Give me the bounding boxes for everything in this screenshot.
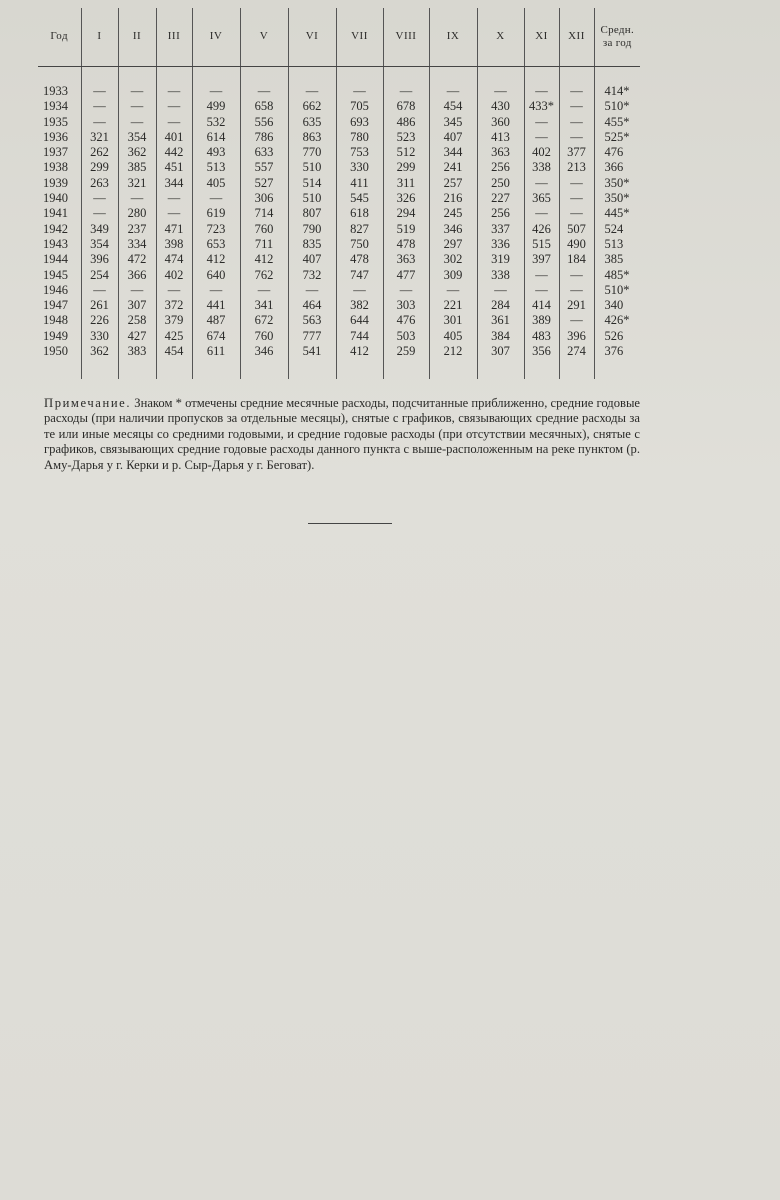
monthly-value-cell: 385: [118, 160, 156, 175]
monthly-value-cell: —: [240, 283, 288, 298]
monthly-value-cell: 433*: [524, 99, 559, 114]
monthly-value-cell: 762: [240, 268, 288, 283]
monthly-value-cell: 237: [118, 222, 156, 237]
table-row: [38, 130, 640, 145]
discharge-table: [38, 8, 640, 379]
year-cell: 1945: [43, 267, 68, 282]
monthly-value-cell: 472: [118, 252, 156, 267]
monthly-value-cell: 354: [81, 237, 118, 252]
monthly-value-cell: —: [383, 84, 429, 99]
monthly-value-cell: 299: [383, 160, 429, 175]
monthly-value-cell: 732: [288, 268, 336, 283]
monthly-value-cell: 402: [156, 268, 192, 283]
monthly-value-cell: 486: [383, 115, 429, 130]
monthly-value-cell: 633: [240, 145, 288, 160]
monthly-value-cell: —: [156, 115, 192, 130]
table-row: [38, 237, 640, 252]
monthly-value-cell: 284: [477, 298, 524, 313]
monthly-value-cell: —: [118, 283, 156, 298]
monthly-value-cell: 372: [156, 298, 192, 313]
monthly-value-cell: 309: [429, 268, 477, 283]
monthly-value-cell: 519: [383, 222, 429, 237]
monthly-value-cell: 311: [383, 176, 429, 191]
monthly-value-cell: —: [118, 191, 156, 206]
monthly-value-cell: 330: [81, 329, 118, 344]
table-spacer-row: [38, 67, 640, 85]
monthly-value-cell: 527: [240, 176, 288, 191]
monthly-value-cell: —: [81, 99, 118, 114]
monthly-value-cell: 556: [240, 115, 288, 130]
monthly-value-cell: —: [559, 130, 594, 145]
monthly-value-cell: 514: [288, 176, 336, 191]
monthly-value-cell: 863: [288, 130, 336, 145]
monthly-value-cell: —: [81, 115, 118, 130]
monthly-value-cell: 363: [477, 145, 524, 160]
monthly-value-cell: 674: [192, 329, 240, 344]
monthly-value-cell: 653: [192, 237, 240, 252]
table-row: [38, 283, 640, 298]
monthly-value-cell: 711: [240, 237, 288, 252]
monthly-value-cell: 441: [192, 298, 240, 313]
annual-average-cell: 445*: [594, 206, 640, 221]
monthly-value-cell: 226: [81, 313, 118, 328]
monthly-value-cell: 513: [192, 160, 240, 175]
monthly-value-cell: —: [524, 283, 559, 298]
monthly-value-cell: 396: [559, 329, 594, 344]
monthly-value-cell: 644: [336, 313, 383, 328]
monthly-value-cell: 618: [336, 206, 383, 221]
monthly-value-cell: —: [559, 99, 594, 114]
monthly-value-cell: —: [524, 84, 559, 99]
monthly-value-cell: 503: [383, 329, 429, 344]
monthly-value-cell: 263: [81, 176, 118, 191]
monthly-value-cell: 257: [429, 176, 477, 191]
monthly-value-cell: 259: [383, 344, 429, 359]
header-month-9: IX: [429, 8, 477, 67]
monthly-value-cell: 302: [429, 252, 477, 267]
monthly-value-cell: 427: [118, 329, 156, 344]
monthly-value-cell: —: [559, 268, 594, 283]
year-cell: 1935: [43, 114, 68, 129]
monthly-value-cell: 672: [240, 313, 288, 328]
monthly-value-cell: 261: [81, 298, 118, 313]
monthly-value-cell: 398: [156, 237, 192, 252]
monthly-value-cell: 477: [383, 268, 429, 283]
monthly-value-cell: 321: [118, 176, 156, 191]
monthly-value-cell: 254: [81, 268, 118, 283]
table-row: [38, 268, 640, 283]
monthly-value-cell: 693: [336, 115, 383, 130]
monthly-value-cell: —: [81, 206, 118, 221]
year-cell: 1939: [43, 175, 68, 190]
monthly-value-cell: 413: [477, 130, 524, 145]
monthly-value-cell: 760: [240, 329, 288, 344]
monthly-value-cell: 294: [383, 206, 429, 221]
header-month-11: XI: [524, 8, 559, 67]
monthly-value-cell: 280: [118, 206, 156, 221]
monthly-value-cell: 487: [192, 313, 240, 328]
annual-average-cell: 476: [594, 145, 640, 160]
monthly-value-cell: 780: [336, 130, 383, 145]
table-row: [38, 206, 640, 221]
monthly-value-cell: —: [288, 283, 336, 298]
table-row: [38, 191, 640, 206]
monthly-value-cell: 412: [336, 344, 383, 359]
end-rule: [308, 523, 392, 524]
table-row: [38, 176, 640, 191]
monthly-value-cell: 360: [477, 115, 524, 130]
monthly-value-cell: 507: [559, 222, 594, 237]
monthly-value-cell: 658: [240, 99, 288, 114]
annual-average-cell: 350*: [594, 176, 640, 191]
monthly-value-cell: 777: [288, 329, 336, 344]
monthly-value-cell: —: [559, 84, 594, 99]
monthly-value-cell: 384: [477, 329, 524, 344]
monthly-value-cell: 499: [192, 99, 240, 114]
monthly-value-cell: 510: [288, 160, 336, 175]
monthly-value-cell: 619: [192, 206, 240, 221]
monthly-value-cell: 493: [192, 145, 240, 160]
monthly-value-cell: —: [288, 84, 336, 99]
header-month-5: V: [240, 8, 288, 67]
monthly-value-cell: 361: [477, 313, 524, 328]
year-cell: 1943: [43, 236, 68, 251]
monthly-value-cell: —: [156, 206, 192, 221]
monthly-value-cell: 356: [524, 344, 559, 359]
monthly-value-cell: —: [477, 84, 524, 99]
monthly-value-cell: 411: [336, 176, 383, 191]
annual-average-cell: 426*: [594, 313, 640, 328]
monthly-value-cell: 541: [288, 344, 336, 359]
monthly-value-cell: 377: [559, 145, 594, 160]
monthly-value-cell: 344: [156, 176, 192, 191]
monthly-value-cell: —: [524, 130, 559, 145]
monthly-value-cell: —: [156, 191, 192, 206]
table-row: [38, 115, 640, 130]
monthly-value-cell: 474: [156, 252, 192, 267]
monthly-value-cell: 515: [524, 237, 559, 252]
monthly-value-cell: 362: [118, 145, 156, 160]
monthly-value-cell: 407: [288, 252, 336, 267]
monthly-value-cell: 338: [524, 160, 559, 175]
year-cell: 1940: [43, 191, 68, 206]
monthly-value-cell: 425: [156, 329, 192, 344]
monthly-value-cell: 635: [288, 115, 336, 130]
monthly-value-cell: 490: [559, 237, 594, 252]
monthly-value-cell: 330: [336, 160, 383, 175]
header-month-7: VII: [336, 8, 383, 67]
monthly-value-cell: —: [559, 206, 594, 221]
annual-average-cell: 340: [594, 298, 640, 313]
monthly-value-cell: 321: [81, 130, 118, 145]
monthly-value-cell: 241: [429, 160, 477, 175]
monthly-value-cell: 262: [81, 145, 118, 160]
monthly-value-cell: —: [81, 84, 118, 99]
monthly-value-cell: —: [559, 191, 594, 206]
monthly-value-cell: 221: [429, 298, 477, 313]
table-row: [38, 145, 640, 160]
monthly-value-cell: 744: [336, 329, 383, 344]
header-month-12: XII: [559, 8, 594, 67]
table-row: [38, 84, 640, 99]
monthly-value-cell: 401: [156, 130, 192, 145]
monthly-value-cell: 786: [240, 130, 288, 145]
monthly-value-cell: —: [559, 176, 594, 191]
monthly-value-cell: 405: [192, 176, 240, 191]
monthly-value-cell: 442: [156, 145, 192, 160]
monthly-value-cell: 714: [240, 206, 288, 221]
monthly-value-cell: 753: [336, 145, 383, 160]
monthly-value-cell: —: [559, 115, 594, 130]
monthly-value-cell: 216: [429, 191, 477, 206]
monthly-value-cell: 512: [383, 145, 429, 160]
monthly-value-cell: 723: [192, 222, 240, 237]
monthly-value-cell: —: [240, 84, 288, 99]
table-row: [38, 298, 640, 313]
monthly-value-cell: 363: [383, 252, 429, 267]
year-cell: 1938: [43, 160, 68, 175]
annual-average-cell: 376: [594, 344, 640, 359]
monthly-value-cell: 478: [383, 237, 429, 252]
monthly-value-cell: —: [192, 283, 240, 298]
annual-average-cell: 366: [594, 160, 640, 175]
monthly-value-cell: 640: [192, 268, 240, 283]
monthly-value-cell: 563: [288, 313, 336, 328]
monthly-value-cell: 297: [429, 237, 477, 252]
header-month-6: VI: [288, 8, 336, 67]
monthly-value-cell: 510: [288, 191, 336, 206]
monthly-value-cell: 545: [336, 191, 383, 206]
monthly-value-cell: —: [429, 84, 477, 99]
monthly-value-cell: 346: [240, 344, 288, 359]
monthly-value-cell: —: [336, 84, 383, 99]
monthly-value-cell: 770: [288, 145, 336, 160]
year-cell: 1936: [43, 129, 68, 144]
year-cell: 1948: [43, 313, 68, 328]
monthly-value-cell: 344: [429, 145, 477, 160]
annual-average-cell: 510*: [594, 99, 640, 114]
monthly-value-cell: 412: [240, 252, 288, 267]
monthly-value-cell: 760: [240, 222, 288, 237]
year-cell: 1941: [43, 206, 68, 221]
monthly-value-cell: 523: [383, 130, 429, 145]
table-row: [38, 252, 640, 267]
monthly-value-cell: 301: [429, 313, 477, 328]
monthly-value-cell: 412: [192, 252, 240, 267]
monthly-value-cell: —: [524, 206, 559, 221]
monthly-value-cell: 349: [81, 222, 118, 237]
monthly-value-cell: —: [81, 283, 118, 298]
header-month-10: X: [477, 8, 524, 67]
monthly-value-cell: —: [336, 283, 383, 298]
year-cell: 1949: [43, 328, 68, 343]
monthly-value-cell: 212: [429, 344, 477, 359]
monthly-value-cell: 336: [477, 237, 524, 252]
monthly-value-cell: 389: [524, 313, 559, 328]
monthly-value-cell: 383: [118, 344, 156, 359]
annual-average-cell: 510*: [594, 283, 640, 298]
footnote-text: Знаком * отмечены средние месячные расходы, подсчитанные приближенно, средние годовые расходы (при наличии пропусков за отдельные месяцы), снятые с графиков, связывающих средние расходы за те или иные месяцы со средними годовыми, и средние годовые расходы (при отсутствии месячных), снятые с графиков, связывающих средние годовые расходы данного пункта с выше-расположенным на реке пунктом (р. Аму-Дарья у г. Керки и р. Сыр-Дарья у г. Беговат).: [44, 395, 640, 472]
footnote: [44, 396, 640, 474]
monthly-value-cell: 483: [524, 329, 559, 344]
annual-average-cell: 350*: [594, 191, 640, 206]
monthly-value-cell: 245: [429, 206, 477, 221]
annual-average-cell: 525*: [594, 130, 640, 145]
table-row: [38, 99, 640, 114]
header-month-4: IV: [192, 8, 240, 67]
monthly-value-cell: 341: [240, 298, 288, 313]
monthly-value-cell: 407: [429, 130, 477, 145]
monthly-value-cell: 476: [383, 313, 429, 328]
monthly-value-cell: 662: [288, 99, 336, 114]
monthly-value-cell: 464: [288, 298, 336, 313]
monthly-value-cell: 557: [240, 160, 288, 175]
header-month-3: III: [156, 8, 192, 67]
monthly-value-cell: 430: [477, 99, 524, 114]
monthly-value-cell: 366: [118, 268, 156, 283]
monthly-value-cell: 274: [559, 344, 594, 359]
table-row: [38, 160, 640, 175]
header-month-1: I: [81, 8, 118, 67]
monthly-value-cell: 319: [477, 252, 524, 267]
year-cell: 1950: [43, 344, 68, 359]
monthly-value-cell: 250: [477, 176, 524, 191]
monthly-value-cell: —: [383, 283, 429, 298]
table-row: [38, 222, 640, 237]
table-row: [38, 313, 640, 328]
monthly-value-cell: 478: [336, 252, 383, 267]
monthly-value-cell: 705: [336, 99, 383, 114]
monthly-value-cell: 362: [81, 344, 118, 359]
monthly-value-cell: —: [156, 84, 192, 99]
monthly-value-cell: 678: [383, 99, 429, 114]
monthly-value-cell: 454: [429, 99, 477, 114]
year-cell: 1946: [43, 282, 68, 297]
monthly-value-cell: 306: [240, 191, 288, 206]
monthly-value-cell: —: [524, 268, 559, 283]
annual-average-cell: 385: [594, 252, 640, 267]
monthly-value-cell: 299: [81, 160, 118, 175]
year-cell: 1933: [43, 84, 68, 98]
monthly-value-cell: 414: [524, 298, 559, 313]
monthly-value-cell: 451: [156, 160, 192, 175]
monthly-value-cell: 256: [477, 206, 524, 221]
monthly-value-cell: 750: [336, 237, 383, 252]
monthly-value-cell: 396: [81, 252, 118, 267]
year-cell: 1947: [43, 298, 68, 313]
monthly-value-cell: —: [559, 313, 594, 328]
monthly-value-cell: 326: [383, 191, 429, 206]
year-cell: 1937: [43, 145, 68, 160]
monthly-value-cell: —: [524, 176, 559, 191]
year-cell: 1942: [43, 221, 68, 236]
header-month-8: VIII: [383, 8, 429, 67]
monthly-value-cell: 382: [336, 298, 383, 313]
header-month-2: II: [118, 8, 156, 67]
header-year: Год: [38, 8, 81, 67]
monthly-value-cell: 835: [288, 237, 336, 252]
monthly-value-cell: —: [524, 115, 559, 130]
table-row: [38, 329, 640, 344]
monthly-value-cell: 405: [429, 329, 477, 344]
table-row: [38, 344, 640, 359]
monthly-value-cell: 346: [429, 222, 477, 237]
monthly-value-cell: —: [118, 115, 156, 130]
monthly-value-cell: 790: [288, 222, 336, 237]
monthly-value-cell: 345: [429, 115, 477, 130]
annual-average-cell: 524: [594, 222, 640, 237]
annual-average-cell: 414*: [594, 84, 640, 99]
monthly-value-cell: 397: [524, 252, 559, 267]
monthly-value-cell: —: [429, 283, 477, 298]
monthly-value-cell: 307: [118, 298, 156, 313]
monthly-value-cell: —: [477, 283, 524, 298]
monthly-value-cell: 402: [524, 145, 559, 160]
monthly-value-cell: 379: [156, 313, 192, 328]
monthly-value-cell: 365: [524, 191, 559, 206]
monthly-value-cell: 334: [118, 237, 156, 252]
monthly-value-cell: 291: [559, 298, 594, 313]
monthly-value-cell: —: [156, 283, 192, 298]
monthly-value-cell: 827: [336, 222, 383, 237]
table-body: [38, 67, 640, 380]
monthly-value-cell: 307: [477, 344, 524, 359]
monthly-value-cell: 227: [477, 191, 524, 206]
annual-average-cell: 526: [594, 329, 640, 344]
monthly-value-cell: 471: [156, 222, 192, 237]
monthly-value-cell: 426: [524, 222, 559, 237]
monthly-value-cell: 354: [118, 130, 156, 145]
monthly-value-cell: 614: [192, 130, 240, 145]
table-header-row: [38, 8, 640, 67]
monthly-value-cell: 532: [192, 115, 240, 130]
monthly-value-cell: —: [81, 191, 118, 206]
monthly-value-cell: —: [118, 84, 156, 99]
monthly-value-cell: 258: [118, 313, 156, 328]
table-end-row: [38, 359, 640, 379]
monthly-value-cell: 611: [192, 344, 240, 359]
monthly-value-cell: 337: [477, 222, 524, 237]
monthly-value-cell: —: [192, 84, 240, 99]
monthly-value-cell: 338: [477, 268, 524, 283]
footnote-label: Примечание.: [44, 395, 132, 410]
monthly-value-cell: 184: [559, 252, 594, 267]
header-annual-average: Средн. за год: [594, 8, 640, 67]
monthly-value-cell: 256: [477, 160, 524, 175]
year-cell: 1944: [43, 252, 68, 267]
monthly-value-cell: 747: [336, 268, 383, 283]
monthly-value-cell: 303: [383, 298, 429, 313]
annual-average-cell: 485*: [594, 268, 640, 283]
monthly-value-cell: —: [192, 191, 240, 206]
monthly-value-cell: 807: [288, 206, 336, 221]
annual-average-cell: 455*: [594, 115, 640, 130]
annual-average-cell: 513: [594, 237, 640, 252]
monthly-value-cell: —: [559, 283, 594, 298]
monthly-value-cell: —: [118, 99, 156, 114]
year-cell: 1934: [43, 99, 68, 114]
monthly-value-cell: 454: [156, 344, 192, 359]
monthly-value-cell: 213: [559, 160, 594, 175]
monthly-value-cell: —: [156, 99, 192, 114]
